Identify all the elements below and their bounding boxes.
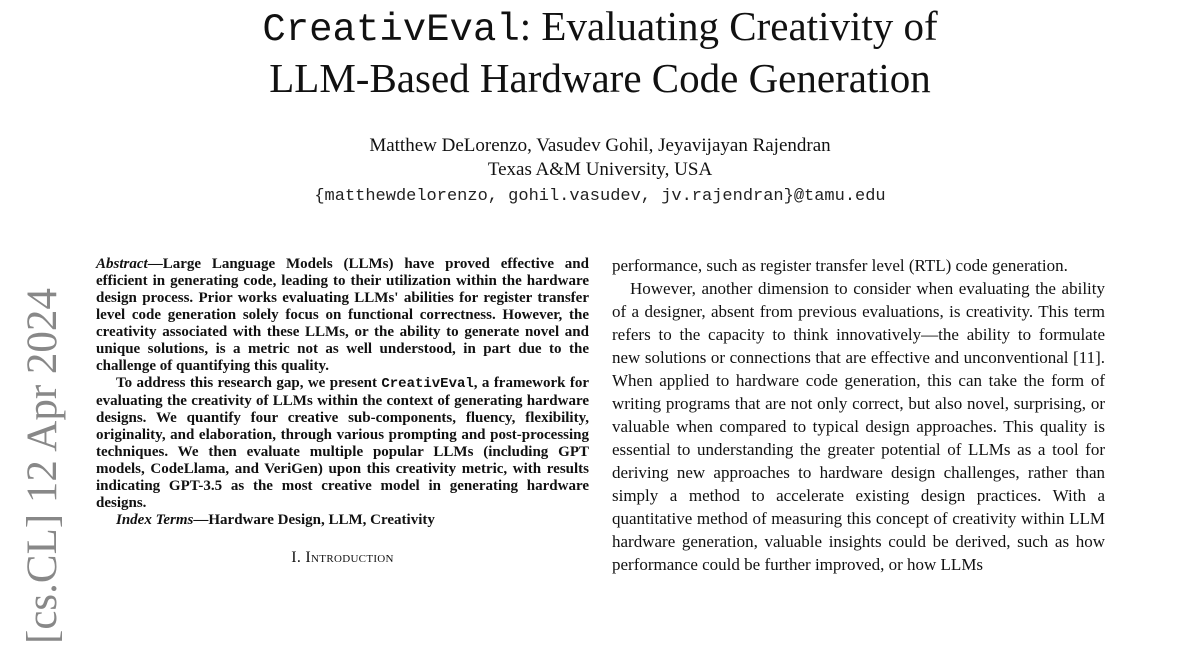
section-title: Introduction — [305, 549, 394, 566]
abstract-label: Abstract — [96, 256, 148, 272]
index-terms-label: Index Terms — [116, 512, 194, 528]
title-framework-name: CreativEval — [262, 8, 520, 52]
intro-paragraph-creativity: However, another dimension to consider when evaluating the ability of a designer, absent from previous evaluations, is creativity. This term refers to the capacity to think innovatively—the ability to formulate new solutions or connections that are effective and unconventional [11]. When applied to hardware code generation, this can take the form of writing programs that are not only correct, but also novel, surprising, or valuable when compared to typical design approaches. This quality is essential to understanding the greater potential of LLMs as a tool for deriving new approaches to hardware design challenges, rather than simply a method to accelerate existing design practices. With a quantitative method of measuring this concept of creativity within LLM hardware generation, valuable insights could be derived, such as how performance could be further improved, or how LLMs — [612, 279, 1105, 574]
author-block — [0, 134, 1200, 182]
section-number: I. — [291, 549, 306, 566]
abstract-paragraph-2 — [96, 375, 589, 512]
title-line-1-rest: : Evaluating Creativity of — [519, 3, 938, 49]
abstract-framework-name: CreativEval — [381, 376, 474, 392]
abstract-text-1: —Large Language Models (LLMs) have proved effective and efficient in generating code, leading to their utilization within the hardware design process. Prior works evaluating LLMs' abilities for register transfer level code generation solely focus on functional correctness. However, the creativity associated with these LLMs, or the ability to generate novel and unique solutions, is a metric not as well understood, in part due to the challenge of quantifying this quality. — [96, 256, 589, 374]
intro-paragraph-continued: performance, such as register transfer level (RTL) code generation. — [612, 256, 1068, 275]
abstract-text-2-post: , a framework for evaluating the creativity of LLMs within the context of generating hardware designs. We quantify four creative sub-components, fluency, flexibility, originality, and elaboration, through various prompting and post-processing techniques. We then evaluate multiple popular LLMs (including GPT models, CodeLlama, and VeriGen) upon this creativity metric, with results indicating GPT-3.5 as the most creative model in generating hardware designs. — [96, 375, 589, 511]
author-affiliation: Texas A&M University, USA — [487, 159, 713, 180]
index-terms-text: —Hardware Design, LLM, Creativity — [193, 512, 435, 528]
left-column — [96, 256, 589, 567]
index-terms — [96, 512, 589, 529]
abstract-text-2-pre: To address this research gap, we present — [116, 375, 382, 391]
arxiv-side-stamp: [cs.CL] 12 Apr 2024 — [19, 288, 66, 644]
abstract-paragraph-1 — [96, 256, 589, 375]
section-heading-introduction — [96, 549, 589, 567]
author-emails: {matthewdelorenzo, gohil.vasudev, jv.rajendran}@tamu.edu — [314, 187, 886, 206]
title-line-1 — [0, 2, 1200, 54]
author-names: Matthew DeLorenzo, Vasudev Gohil, Jeyavijayan Rajendran — [369, 135, 831, 156]
right-column — [612, 254, 1105, 576]
paper-title — [0, 2, 1200, 102]
title-line-2: LLM-Based Hardware Code Generation — [269, 55, 931, 101]
